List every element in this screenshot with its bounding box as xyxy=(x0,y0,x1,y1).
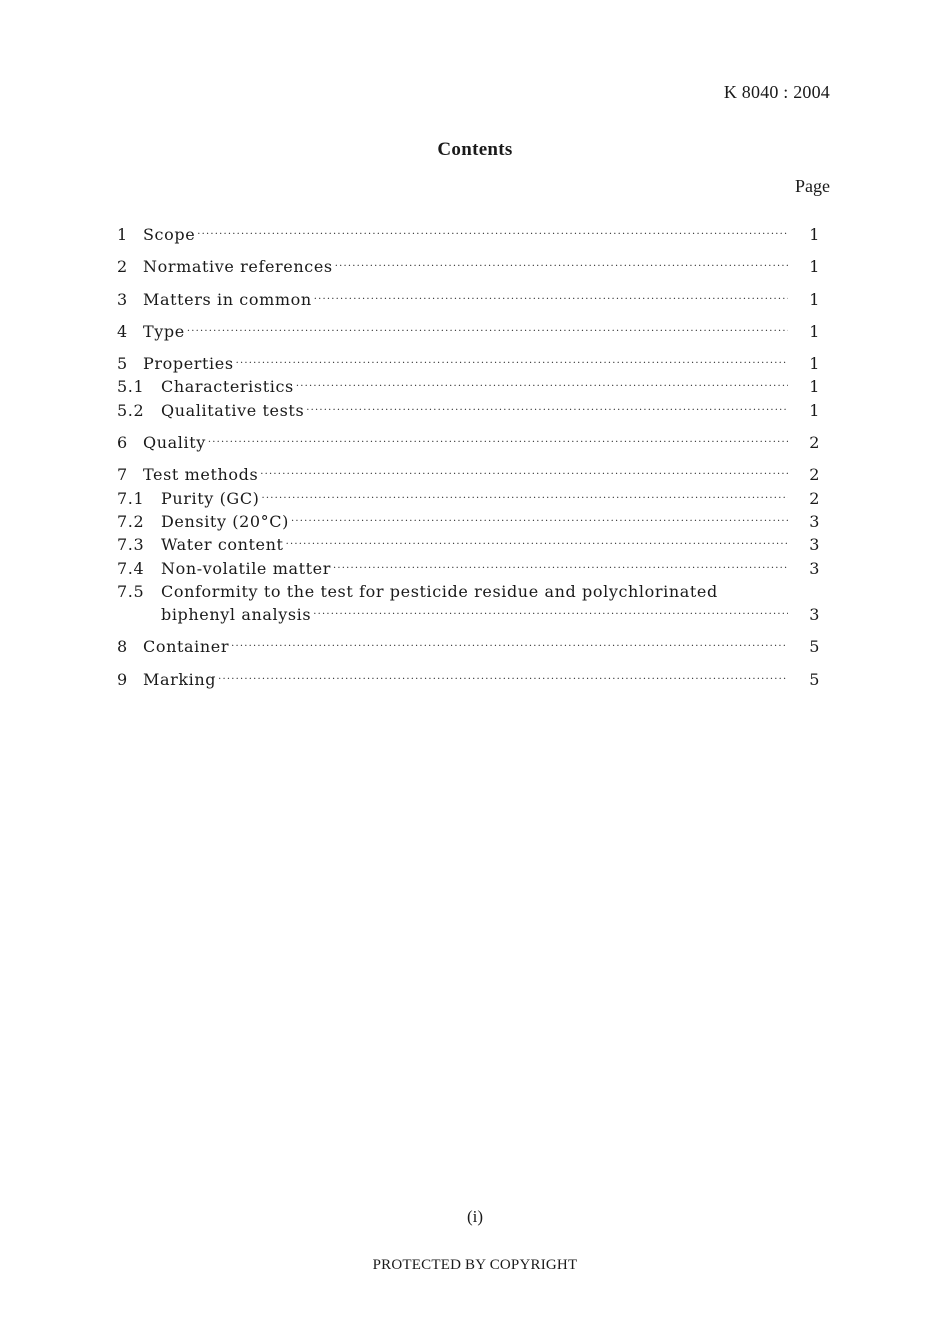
toc-entry-page: 1 xyxy=(809,354,820,374)
toc-entry-page: 1 xyxy=(809,289,820,309)
toc-entry-title: Properties xyxy=(143,354,234,374)
toc-entry-5-2[interactable] xyxy=(117,401,820,424)
toc-entry-title: Purity (GC) xyxy=(161,488,260,508)
leader-dots xyxy=(231,641,788,652)
page-column-label: Page xyxy=(795,176,830,196)
toc-entry-title: Non-volatile matter xyxy=(161,558,331,578)
toc-entry-number: 5 xyxy=(117,354,128,374)
toc-entry-7-4[interactable] xyxy=(117,559,820,582)
leader-dots xyxy=(187,326,788,337)
toc-entry-5[interactable] xyxy=(117,354,820,377)
standard-number: K 8040 : 2004 xyxy=(723,82,830,102)
toc-entry-8[interactable] xyxy=(117,637,820,660)
toc-entry-title: Matters in common xyxy=(143,289,312,309)
toc-entry-title: Density (20°C) xyxy=(161,511,289,531)
toc-entry-page: 1 xyxy=(809,377,820,397)
toc-entry-7[interactable] xyxy=(117,465,820,488)
toc-entry-page: 2 xyxy=(809,488,820,508)
toc-entry-7-2[interactable] xyxy=(117,512,820,535)
toc-entry-number: 7.4 xyxy=(117,558,145,578)
toc-entry-3[interactable] xyxy=(117,290,820,313)
toc-entry-title: Water content xyxy=(161,535,284,555)
toc-entry-title: Type xyxy=(143,321,185,341)
leader-dots xyxy=(260,469,788,480)
toc-entry-number: 7.1 xyxy=(117,488,145,508)
toc-entry-title: Scope xyxy=(143,225,196,244)
leader-dots xyxy=(208,437,788,448)
toc-entry-number: 8 xyxy=(117,637,128,657)
toc-entry-7-5[interactable] xyxy=(117,582,820,605)
toc-entry-page: 3 xyxy=(809,605,820,625)
toc-entry-page: 2 xyxy=(809,465,820,485)
leader-dots xyxy=(291,516,788,527)
toc-entry-number: 5.2 xyxy=(117,400,145,420)
table-of-contents xyxy=(117,225,820,693)
contents-title: Contents xyxy=(437,139,513,160)
toc-entry-5-1[interactable] xyxy=(117,377,820,400)
toc-entry-number: 7.5 xyxy=(117,581,145,601)
toc-entry-number: 7.2 xyxy=(117,511,145,531)
toc-entry-6[interactable] xyxy=(117,433,820,456)
toc-entry-number: 2 xyxy=(117,257,128,277)
toc-entry-number: 7 xyxy=(117,465,128,485)
leader-dots xyxy=(335,261,788,272)
leader-dots xyxy=(218,674,788,685)
toc-entry-number: 9 xyxy=(117,669,128,689)
toc-entry-page: 5 xyxy=(809,669,820,689)
leader-dots xyxy=(306,405,788,416)
toc-entry-title: Characteristics xyxy=(161,377,294,397)
toc-entry-page: 3 xyxy=(809,511,820,531)
toc-entry-page: 1 xyxy=(809,257,820,277)
toc-entry-7-5-continuation[interactable] xyxy=(117,605,820,628)
leader-dots xyxy=(197,229,788,240)
toc-entry-title: Test methods xyxy=(143,465,259,485)
toc-entry-page: 1 xyxy=(809,225,820,244)
toc-entry-9[interactable] xyxy=(117,670,820,693)
toc-entry-title-continuation: biphenyl analysis xyxy=(161,605,312,625)
toc-entry-page: 3 xyxy=(809,535,820,555)
toc-entry-page: 1 xyxy=(809,321,820,341)
toc-entry-number: 1 xyxy=(117,225,128,244)
toc-entry-1[interactable] xyxy=(117,225,820,248)
toc-entry-page: 1 xyxy=(809,400,820,420)
toc-entry-7-3[interactable] xyxy=(117,535,820,558)
toc-entry-number: 4 xyxy=(117,321,128,341)
leader-dots xyxy=(333,563,788,574)
toc-entry-number: 5.1 xyxy=(117,377,145,397)
toc-entry-title: Conformity to the test for pesticide residue and polychlorinated xyxy=(161,581,718,601)
leader-dots xyxy=(313,609,788,620)
toc-entry-page: 3 xyxy=(809,558,820,578)
toc-entry-4[interactable] xyxy=(117,322,820,345)
toc-entry-title: Normative references xyxy=(143,257,333,277)
leader-dots xyxy=(236,358,788,369)
toc-entry-title: Marking xyxy=(143,669,217,689)
toc-entry-7-1[interactable] xyxy=(117,489,820,512)
leader-dots xyxy=(286,539,788,550)
leader-dots xyxy=(314,294,788,305)
toc-entry-2[interactable] xyxy=(117,257,820,280)
toc-entry-title: Quality xyxy=(143,433,206,453)
toc-entry-page: 2 xyxy=(809,433,820,453)
toc-entry-title: Qualitative tests xyxy=(161,400,305,420)
leader-dots xyxy=(296,381,788,392)
toc-entry-number: 3 xyxy=(117,289,128,309)
toc-entry-number: 6 xyxy=(117,433,128,453)
page-number: (i) xyxy=(466,1207,484,1226)
copyright-notice: PROTECTED BY COPYRIGHT xyxy=(372,1257,578,1273)
leader-dots xyxy=(262,493,789,504)
toc-entry-number: 7.3 xyxy=(117,535,145,555)
toc-entry-page: 5 xyxy=(809,637,820,657)
toc-entry-title: Container xyxy=(143,637,230,657)
